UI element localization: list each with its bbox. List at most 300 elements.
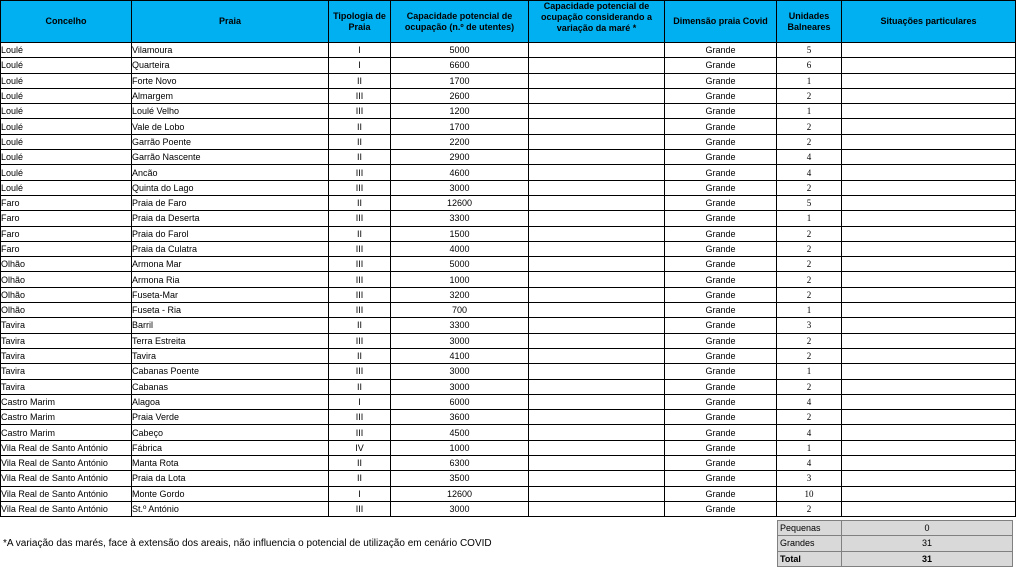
cell-tipologia: III [329, 501, 391, 516]
cell-capacidade: 1700 [391, 119, 529, 134]
cell-dimensao: Grande [665, 104, 777, 119]
cell-concelho: Loulé [1, 150, 132, 165]
cell-situacoes [842, 456, 1016, 471]
cell-dimensao: Grande [665, 165, 777, 180]
cell-tipologia: I [329, 58, 391, 73]
header-situacoes: Situações particulares [842, 1, 1016, 43]
cell-tipologia: II [329, 195, 391, 210]
cell-situacoes [842, 425, 1016, 440]
cell-situacoes [842, 348, 1016, 363]
cell-unidades: 4 [777, 165, 842, 180]
cell-praia: Forte Novo [132, 73, 329, 88]
cell-capacidade-mare [529, 150, 665, 165]
cell-dimensao: Grande [665, 440, 777, 455]
table-row [1, 180, 1016, 195]
cell-tipologia: III [329, 88, 391, 103]
cell-capacidade-mare [529, 318, 665, 333]
cell-capacidade: 5000 [391, 257, 529, 272]
cell-unidades: 5 [777, 43, 842, 58]
header-praia: Praia [132, 1, 329, 43]
table-row [1, 88, 1016, 103]
table-row [1, 425, 1016, 440]
table-row [1, 287, 1016, 302]
cell-tipologia: II [329, 226, 391, 241]
table-body [1, 43, 1016, 517]
cell-situacoes [842, 318, 1016, 333]
cell-tipologia: I [329, 394, 391, 409]
cell-praia: Armona Ria [132, 272, 329, 287]
cell-capacidade: 2200 [391, 134, 529, 149]
cell-situacoes [842, 150, 1016, 165]
cell-dimensao: Grande [665, 134, 777, 149]
cell-praia: Loulé Velho [132, 104, 329, 119]
cell-capacidade-mare [529, 410, 665, 425]
cell-tipologia: III [329, 104, 391, 119]
cell-situacoes [842, 43, 1016, 58]
cell-concelho: Loulé [1, 165, 132, 180]
cell-tipologia: III [329, 410, 391, 425]
cell-dimensao: Grande [665, 150, 777, 165]
table-row [1, 165, 1016, 180]
cell-situacoes [842, 410, 1016, 425]
cell-unidades: 2 [777, 379, 842, 394]
cell-capacidade: 4600 [391, 165, 529, 180]
cell-capacidade-mare [529, 364, 665, 379]
cell-praia: St.º António [132, 501, 329, 516]
cell-unidades: 2 [777, 226, 842, 241]
cell-dimensao: Grande [665, 394, 777, 409]
cell-unidades: 1 [777, 211, 842, 226]
table-row [1, 348, 1016, 363]
cell-tipologia: II [329, 134, 391, 149]
cell-capacidade: 6000 [391, 394, 529, 409]
cell-praia: Praia Verde [132, 410, 329, 425]
cell-situacoes [842, 226, 1016, 241]
cell-praia: Fábrica [132, 440, 329, 455]
cell-concelho: Castro Marim [1, 410, 132, 425]
cell-dimensao: Grande [665, 333, 777, 348]
cell-concelho: Faro [1, 211, 132, 226]
cell-situacoes [842, 257, 1016, 272]
cell-tipologia: III [329, 364, 391, 379]
cell-concelho: Tavira [1, 318, 132, 333]
cell-concelho: Tavira [1, 364, 132, 379]
cell-praia: Praia de Faro [132, 195, 329, 210]
cell-dimensao: Grande [665, 318, 777, 333]
cell-unidades: 1 [777, 73, 842, 88]
header-unidades: Unidades Balneares [777, 1, 842, 43]
cell-unidades: 3 [777, 318, 842, 333]
cell-concelho: Faro [1, 195, 132, 210]
cell-situacoes [842, 119, 1016, 134]
cell-tipologia: III [329, 165, 391, 180]
header-concelho: Concelho [1, 1, 132, 43]
table-row [1, 364, 1016, 379]
cell-tipologia: II [329, 318, 391, 333]
cell-dimensao: Grande [665, 211, 777, 226]
cell-concelho: Loulé [1, 73, 132, 88]
cell-capacidade-mare [529, 471, 665, 486]
cell-tipologia: III [329, 425, 391, 440]
table-row [1, 58, 1016, 73]
table-row [1, 150, 1016, 165]
cell-dimensao: Grande [665, 348, 777, 363]
cell-concelho: Olhão [1, 303, 132, 318]
cell-capacidade: 3000 [391, 501, 529, 516]
cell-capacidade-mare [529, 104, 665, 119]
cell-unidades: 2 [777, 333, 842, 348]
cell-tipologia: I [329, 486, 391, 501]
cell-capacidade: 4000 [391, 241, 529, 256]
cell-concelho: Vila Real de Santo António [1, 456, 132, 471]
cell-concelho: Loulé [1, 58, 132, 73]
cell-tipologia: II [329, 150, 391, 165]
cell-capacidade: 700 [391, 303, 529, 318]
table-row [1, 440, 1016, 455]
cell-dimensao: Grande [665, 425, 777, 440]
cell-capacidade: 3300 [391, 211, 529, 226]
cell-situacoes [842, 379, 1016, 394]
cell-tipologia: II [329, 73, 391, 88]
cell-concelho: Olhão [1, 257, 132, 272]
footnote: *A variação das marés, face à extensão dos areais, não influencia o potencial de utilização em cenário COVID [3, 538, 492, 549]
table-row [1, 226, 1016, 241]
table-row [1, 73, 1016, 88]
cell-unidades: 6 [777, 58, 842, 73]
cell-capacidade: 3600 [391, 410, 529, 425]
summary-label: Total [778, 551, 842, 566]
cell-praia: Cabeço [132, 425, 329, 440]
cell-unidades: 1 [777, 104, 842, 119]
cell-capacidade: 3500 [391, 471, 529, 486]
cell-dimensao: Grande [665, 119, 777, 134]
cell-dimensao: Grande [665, 471, 777, 486]
cell-concelho: Vila Real de Santo António [1, 486, 132, 501]
cell-unidades: 5 [777, 195, 842, 210]
cell-capacidade-mare [529, 43, 665, 58]
cell-praia: Praia do Farol [132, 226, 329, 241]
cell-capacidade-mare [529, 379, 665, 394]
table-row [1, 501, 1016, 516]
cell-situacoes [842, 195, 1016, 210]
table-row [1, 333, 1016, 348]
cell-concelho: Loulé [1, 180, 132, 195]
cell-capacidade: 3000 [391, 333, 529, 348]
cell-capacidade-mare [529, 287, 665, 302]
cell-unidades: 2 [777, 257, 842, 272]
cell-dimensao: Grande [665, 486, 777, 501]
cell-tipologia: II [329, 348, 391, 363]
cell-dimensao: Grande [665, 501, 777, 516]
table-row [1, 379, 1016, 394]
cell-concelho: Castro Marim [1, 394, 132, 409]
table-row [1, 486, 1016, 501]
cell-unidades: 2 [777, 119, 842, 134]
cell-unidades: 2 [777, 348, 842, 363]
cell-situacoes [842, 394, 1016, 409]
cell-tipologia: III [329, 333, 391, 348]
cell-dimensao: Grande [665, 73, 777, 88]
summary-value: 31 [842, 551, 1013, 566]
cell-praia: Garrão Poente [132, 134, 329, 149]
cell-tipologia: II [329, 471, 391, 486]
cell-capacidade: 3200 [391, 287, 529, 302]
cell-capacidade-mare [529, 394, 665, 409]
cell-situacoes [842, 471, 1016, 486]
cell-tipologia: III [329, 272, 391, 287]
cell-dimensao: Grande [665, 180, 777, 195]
cell-capacidade: 5000 [391, 43, 529, 58]
cell-concelho: Loulé [1, 119, 132, 134]
cell-capacidade-mare [529, 119, 665, 134]
cell-praia: Praia da Lota [132, 471, 329, 486]
cell-dimensao: Grande [665, 58, 777, 73]
cell-situacoes [842, 180, 1016, 195]
cell-unidades: 2 [777, 88, 842, 103]
cell-capacidade: 3000 [391, 379, 529, 394]
cell-tipologia: II [329, 119, 391, 134]
cell-praia: Praia da Culatra [132, 241, 329, 256]
cell-dimensao: Grande [665, 303, 777, 318]
cell-dimensao: Grande [665, 379, 777, 394]
cell-situacoes [842, 272, 1016, 287]
cell-concelho: Faro [1, 241, 132, 256]
cell-capacidade: 6300 [391, 456, 529, 471]
cell-unidades: 2 [777, 501, 842, 516]
cell-situacoes [842, 440, 1016, 455]
cell-dimensao: Grande [665, 226, 777, 241]
cell-tipologia: III [329, 287, 391, 302]
cell-capacidade: 2900 [391, 150, 529, 165]
table-row [1, 134, 1016, 149]
cell-concelho: Faro [1, 226, 132, 241]
cell-concelho: Tavira [1, 379, 132, 394]
cell-unidades: 1 [777, 364, 842, 379]
cell-praia: Barril [132, 318, 329, 333]
cell-capacidade: 1700 [391, 73, 529, 88]
cell-capacidade: 12600 [391, 195, 529, 210]
summary-label: Pequenas [778, 521, 842, 536]
cell-situacoes [842, 58, 1016, 73]
cell-tipologia: I [329, 43, 391, 58]
cell-situacoes [842, 303, 1016, 318]
cell-capacidade: 1200 [391, 104, 529, 119]
cell-praia: Almargem [132, 88, 329, 103]
cell-dimensao: Grande [665, 364, 777, 379]
cell-praia: Cabanas [132, 379, 329, 394]
cell-capacidade: 1500 [391, 226, 529, 241]
cell-capacidade-mare [529, 303, 665, 318]
cell-capacidade: 12600 [391, 486, 529, 501]
header-capacidade: Capacidade potencial de ocupação (n.º de utentes) [391, 1, 529, 43]
summary-table [777, 520, 1013, 567]
cell-concelho: Vila Real de Santo António [1, 440, 132, 455]
cell-concelho: Tavira [1, 348, 132, 363]
cell-dimensao: Grande [665, 272, 777, 287]
cell-capacidade-mare [529, 425, 665, 440]
cell-capacidade: 4100 [391, 348, 529, 363]
cell-situacoes [842, 88, 1016, 103]
cell-unidades: 4 [777, 425, 842, 440]
summary-value: 0 [842, 521, 1013, 536]
cell-concelho: Loulé [1, 134, 132, 149]
cell-tipologia: III [329, 303, 391, 318]
cell-praia: Ancão [132, 165, 329, 180]
cell-situacoes [842, 211, 1016, 226]
cell-praia: Praia da Deserta [132, 211, 329, 226]
cell-unidades: 4 [777, 150, 842, 165]
table-header-row [1, 1, 1016, 43]
cell-praia: Terra Estreita [132, 333, 329, 348]
cell-situacoes [842, 104, 1016, 119]
cell-capacidade: 3000 [391, 364, 529, 379]
cell-capacidade: 1000 [391, 272, 529, 287]
table-row [1, 456, 1016, 471]
cell-tipologia: III [329, 241, 391, 256]
cell-capacidade-mare [529, 165, 665, 180]
cell-capacidade-mare [529, 88, 665, 103]
summary-row-grandes [778, 536, 1013, 551]
cell-unidades: 4 [777, 456, 842, 471]
table-row [1, 303, 1016, 318]
table-row [1, 410, 1016, 425]
cell-capacidade-mare [529, 195, 665, 210]
summary-row-total [778, 551, 1013, 566]
cell-capacidade-mare [529, 180, 665, 195]
cell-dimensao: Grande [665, 257, 777, 272]
cell-unidades: 2 [777, 180, 842, 195]
cell-capacidade: 3000 [391, 180, 529, 195]
table-row [1, 394, 1016, 409]
cell-unidades: 3 [777, 471, 842, 486]
cell-concelho: Tavira [1, 333, 132, 348]
cell-tipologia: II [329, 379, 391, 394]
summary-label: Grandes [778, 536, 842, 551]
header-dimensao: Dimensão praia Covid [665, 1, 777, 43]
cell-unidades: 10 [777, 486, 842, 501]
cell-unidades: 1 [777, 440, 842, 455]
table-row [1, 471, 1016, 486]
cell-situacoes [842, 333, 1016, 348]
cell-capacidade-mare [529, 134, 665, 149]
table-row [1, 272, 1016, 287]
cell-praia: Quinta do Lago [132, 180, 329, 195]
cell-dimensao: Grande [665, 43, 777, 58]
table-row [1, 257, 1016, 272]
table-row [1, 318, 1016, 333]
cell-praia: Fuseta-Mar [132, 287, 329, 302]
cell-concelho: Castro Marim [1, 425, 132, 440]
header-tipologia: Tipologia de Praia [329, 1, 391, 43]
cell-praia: Alagoa [132, 394, 329, 409]
cell-tipologia: IV [329, 440, 391, 455]
cell-praia: Manta Rota [132, 456, 329, 471]
cell-situacoes [842, 73, 1016, 88]
cell-concelho: Loulé [1, 88, 132, 103]
cell-unidades: 4 [777, 394, 842, 409]
cell-capacidade-mare [529, 226, 665, 241]
cell-unidades: 2 [777, 134, 842, 149]
cell-concelho: Vila Real de Santo António [1, 471, 132, 486]
cell-capacidade-mare [529, 501, 665, 516]
cell-capacidade: 4500 [391, 425, 529, 440]
table-row [1, 119, 1016, 134]
cell-praia: Vilamoura [132, 43, 329, 58]
cell-praia: Fuseta - Ria [132, 303, 329, 318]
cell-capacidade-mare [529, 73, 665, 88]
cell-concelho: Vila Real de Santo António [1, 501, 132, 516]
cell-capacidade: 3300 [391, 318, 529, 333]
cell-unidades: 1 [777, 303, 842, 318]
summary-row-pequenas [778, 521, 1013, 536]
cell-dimensao: Grande [665, 241, 777, 256]
cell-capacidade: 6600 [391, 58, 529, 73]
cell-capacidade: 2600 [391, 88, 529, 103]
cell-concelho: Loulé [1, 43, 132, 58]
summary-value: 31 [842, 536, 1013, 551]
cell-dimensao: Grande [665, 88, 777, 103]
cell-praia: Monte Gordo [132, 486, 329, 501]
cell-tipologia: III [329, 257, 391, 272]
cell-situacoes [842, 241, 1016, 256]
cell-praia: Quarteira [132, 58, 329, 73]
cell-praia: Vale de Lobo [132, 119, 329, 134]
cell-capacidade: 1000 [391, 440, 529, 455]
cell-unidades: 2 [777, 410, 842, 425]
cell-situacoes [842, 486, 1016, 501]
cell-capacidade-mare [529, 211, 665, 226]
cell-praia: Tavira [132, 348, 329, 363]
table-row [1, 211, 1016, 226]
cell-tipologia: III [329, 180, 391, 195]
cell-capacidade-mare [529, 486, 665, 501]
cell-dimensao: Grande [665, 195, 777, 210]
cell-capacidade-mare [529, 272, 665, 287]
cell-concelho: Olhão [1, 287, 132, 302]
cell-capacidade-mare [529, 58, 665, 73]
cell-situacoes [842, 165, 1016, 180]
cell-capacidade-mare [529, 241, 665, 256]
header-capacidade-mare: Capacidade potencial de ocupação considerando a variação da maré * [529, 1, 665, 43]
cell-capacidade-mare [529, 257, 665, 272]
cell-capacidade-mare [529, 348, 665, 363]
cell-praia: Cabanas Poente [132, 364, 329, 379]
table-row [1, 104, 1016, 119]
cell-unidades: 2 [777, 287, 842, 302]
table-row [1, 43, 1016, 58]
cell-situacoes [842, 501, 1016, 516]
cell-praia: Armona Mar [132, 257, 329, 272]
cell-dimensao: Grande [665, 287, 777, 302]
cell-capacidade-mare [529, 440, 665, 455]
cell-situacoes [842, 287, 1016, 302]
cell-capacidade-mare [529, 456, 665, 471]
cell-situacoes [842, 134, 1016, 149]
cell-dimensao: Grande [665, 410, 777, 425]
cell-dimensao: Grande [665, 456, 777, 471]
table-row [1, 241, 1016, 256]
cell-situacoes [842, 364, 1016, 379]
cell-tipologia: III [329, 211, 391, 226]
cell-unidades: 2 [777, 241, 842, 256]
table-row [1, 195, 1016, 210]
cell-concelho: Olhão [1, 272, 132, 287]
cell-tipologia: II [329, 456, 391, 471]
cell-capacidade-mare [529, 333, 665, 348]
cell-concelho: Loulé [1, 104, 132, 119]
cell-unidades: 2 [777, 272, 842, 287]
cell-praia: Garrão Nascente [132, 150, 329, 165]
